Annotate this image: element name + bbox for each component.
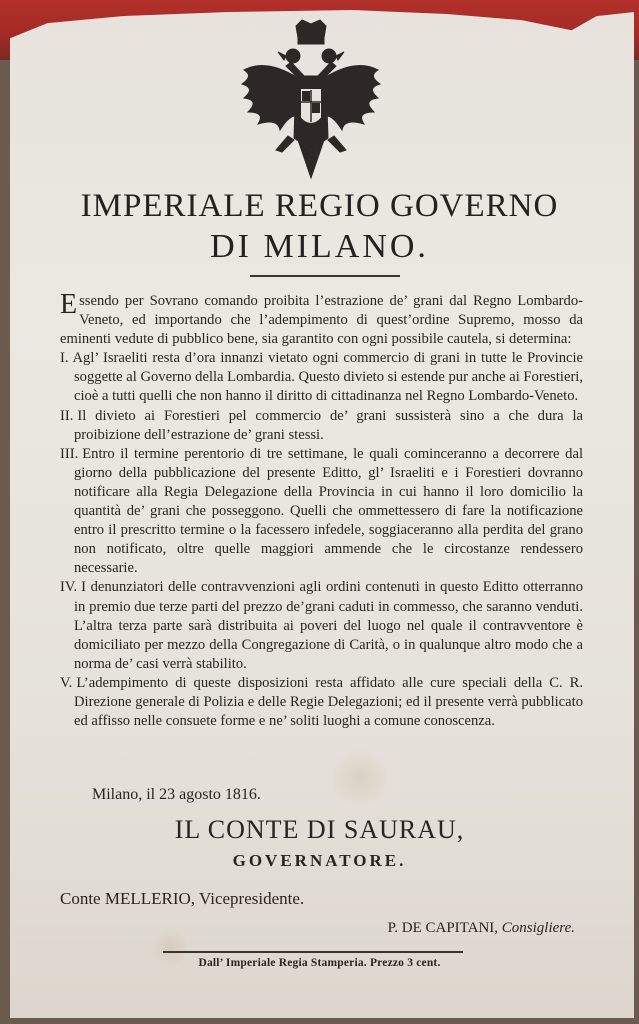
title-line-1: IMPERIALE REGIO GOVERNO [80, 188, 559, 224]
signatory-role: GOVERNATORE. [232, 851, 407, 870]
article-text: I denunziatori delle contravvenzioni agli ordini contenuti in questo Editto otterranno in premio due terze parti del prezzo de’grani caduti in commesso, che saranno venduti. L’altra terza parte sarà distribuita ai poveri del luogo nel quale il contravventore è domiciliato per mezzo della Congregazione di Carità, o in qualunque altro modo che a norma de’ casi verrà stabilito. [74, 579, 583, 672]
vice-president: Conte MELLERIO, Vicepresidente. [60, 889, 305, 908]
article-1 [60, 349, 583, 406]
article-5 [60, 674, 583, 731]
article-text: Agl’ Israeliti resta d’ora innanzi vietato ogni commercio di grani in tutte le Provincie soggette al Governo della Lombardia. Questo divieto si estende pur anche ai Forestieri, cioè a tutti quelli che non hanno il diritto di cittadinanza nel Regno Lombardo-Veneto. [72, 350, 584, 405]
paper-stain [330, 748, 390, 808]
article-label: V. [60, 674, 73, 691]
article-4 [60, 578, 583, 673]
edict-body [60, 289, 584, 731]
signatory-name: IL CONTE DI SAURAU, [174, 815, 465, 844]
article-text: Entro il termine perentorio di tre settimane, le quali cominceranno a decorrere dal giorno della pubblicazione del presente Editto, gl’ Israeliti e i Forestieri dovranno notificare alla Regia Delegazione della Provincia in cui hanno il loro domicilio la quantità de’ grani che posseggono. Quelli che ommettessero di fare la notificazione entro il prescritto termine o la facessero infedele, soggiaceranno alla perdita del grano non notificato, oltre quelle maggiori ammende che le circostanze rendessero necessarie. [74, 445, 583, 577]
article-label: III. [60, 445, 79, 462]
double-headed-eagle-icon [236, 18, 386, 183]
article-label: I. [60, 350, 69, 367]
drop-cap: E [60, 289, 78, 320]
article-label: II. [60, 407, 74, 424]
edict-date: Milano, il 23 agosto 1816. [92, 786, 261, 803]
intro-paragraph [60, 289, 583, 349]
article-label: IV. [60, 579, 78, 596]
article-2 [60, 407, 583, 445]
article-3 [60, 445, 583, 579]
intro-text: ssendo per Sovrano comando proibita l’estrazione de’ grani dal Regno Lombardo-Veneto, ed importando che l’adempimento di quest’ordine Supremo, mosso da eminenti vedute di pubblico bene, sia garantito con ogni possibile cautela, si determina: [60, 293, 583, 348]
counselor [388, 920, 575, 937]
counselor-name: P. DE CAPITANI, [387, 920, 499, 936]
article-text: Il divieto ai Forestieri pel commercio de’ grani sussisterà sino a che dura la proibizione dell’estrazione de’ grani stessi. [74, 407, 583, 443]
footer-divider [163, 951, 463, 953]
title-line-2: DI MILANO. [210, 228, 429, 265]
title-divider [250, 275, 400, 277]
printer-imprint: Dall’ Imperiale Regia Stamperia. Prezzo 3 cent. [198, 957, 441, 969]
counselor-role: Consigliere. [501, 920, 575, 936]
article-text: L’adempimento di queste disposizioni resta affidato alle cure speciali della C. R. Direzione generale di Polizia e delle Regie Delegazioni; ed il presente verrà pubblicato ed affisso nelle consuete forme e ne’ soliti luoghi a comune conoscenza. [74, 674, 583, 730]
